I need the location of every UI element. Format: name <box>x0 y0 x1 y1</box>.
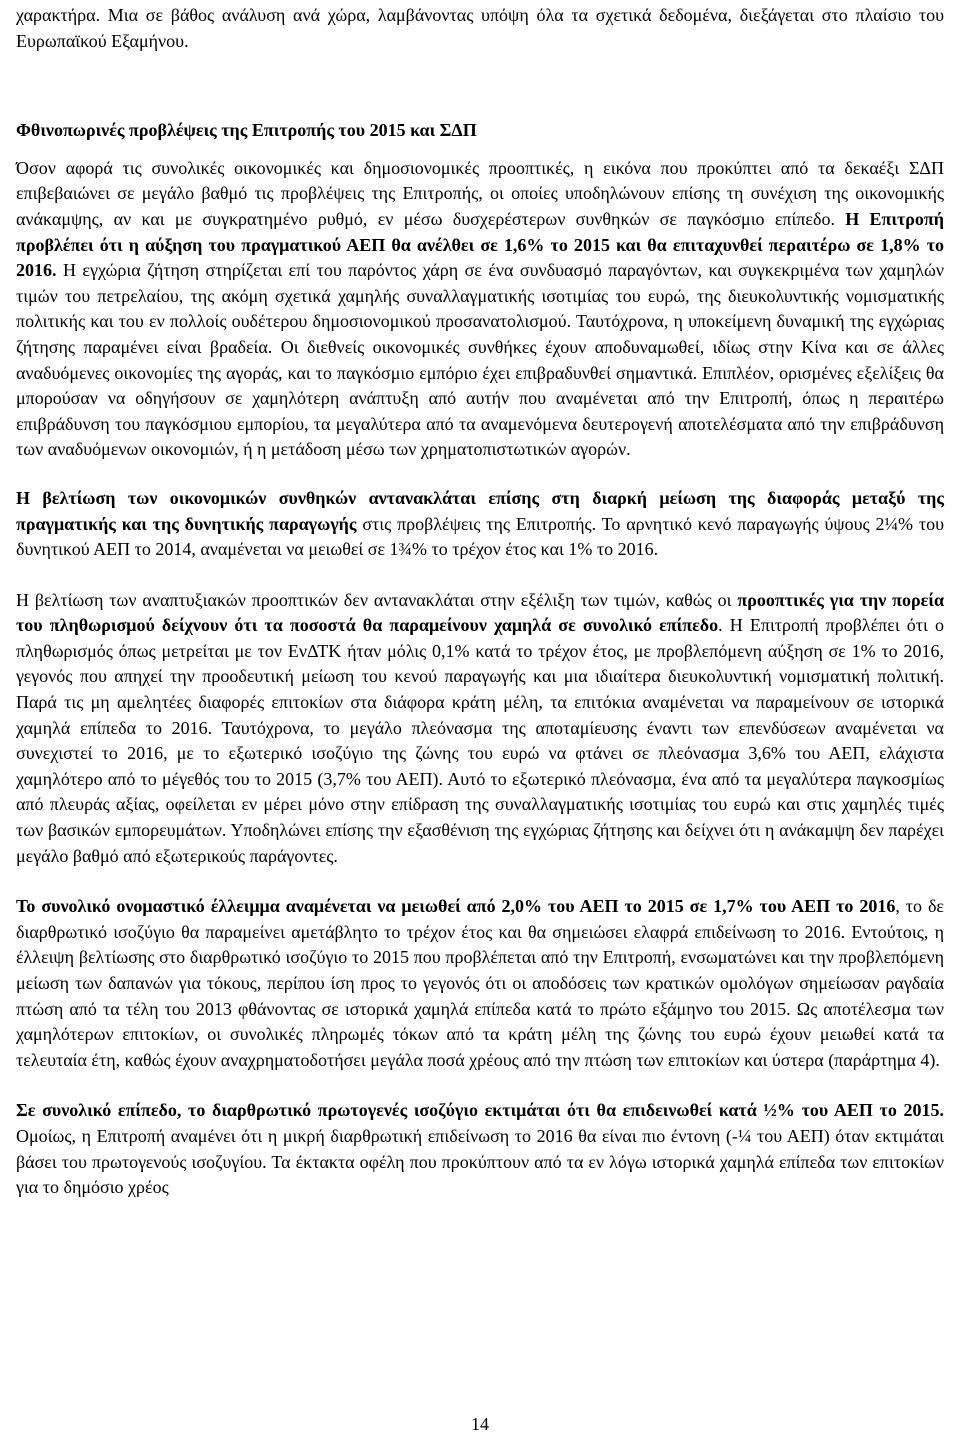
paragraph-primary-balance-text: Ομοίως, η Επιτροπή αναμένει ότι η μικρή διαρθρωτική επιδείνωση το 2016 θα είναι πιο έντονη (-¼ του ΑΕΠ) όταν εκτιμάται βάσει του πρωτογενούς ισοζυγίου. Τα έκτακτα οφέλη που προκύπτουν από τα εν λόγω ιστορικά χαμηλά επίπεδα των επιτοκίων για το δημόσιο χρέος <box>16 1125 944 1198</box>
paragraph-forecasts <box>16 156 944 463</box>
paragraph-output-gap-text: στις προβλέψεις της Επιτροπής. Το αρνητικό κενό παραγωγής ύψους 2¼% του δυνητικού ΑΕΠ το 2014, αναμένεται να μειωθεί σε 1¾% το τρέχον έτος και 1% το 2016. <box>16 513 944 560</box>
paragraph-forecasts-text-c: Η εγχώρια ζήτηση στηρίζεται επί του παρόντος χάρη σε ένα συνδυασμό παραγόντων, και συγκεκριμένα των χαμηλών τιμών του πετρελαίου, της ακόμη σχετικά χαμηλής συναλλαγματικής ισοτιμίας του ευρώ, της διευκολυντικής νομισματικής πολιτικής και του εν πολλοίς ουδέτερου δημοσιονομικού προσανατολισμού. Ταυτόχρονα, η υποκείμενη δυναμική της εγχώριας ζήτησης παραμένει είναι βραδεία. Οι διεθνείς οικονομικές συνθήκες έχουν αποδυναμωθεί, ιδίως στην Κίνα και σε άλλες αναδυόμενες οικονομίες της αγοράς, και το παγκόσμιο εμπόριο έχει επιβραδυνθεί σημαντικά. Επιπλέον, ορισμένες εξελίξεις θα μπορούσαν να οδηγήσουν σε χαμηλότερη ανάπτυξη από αυτήν που αναμένεται από την Επιτροπή, όπως η περαιτέρω επιβράδυνση του παγκόσμιου εμπορίου, τα μεγαλύτερα από τα αναμενόμενα δευτερογενή αποτελέσματα από την επιβράδυνση των αναδυόμενων οικονομιών, ή η μετάδοση μέσω των χρηματοπιστωτικών αγορών. <box>16 260 944 460</box>
paragraph-inflation-text-c: . Η Επιτροπή προβλέπει ότι ο πληθωρισμός όπως μετρείται με τον ΕνΔΤΚ ήταν μόλις 0,1% κατά το τρέχον έτος, με προβλεπόμενη αύξηση σε 1% το 2016, γεγονός που απηχεί την προοδευτική μείωση του κενού παραγωγής και μια ιδιαίτερα διευκολυντική νομισματική πολιτική. Παρά τις μη αμελητέες διαφορές επιτοκίων στα διάφορα κράτη μέλη, τα επιτόκια αναμένεται να παραμείνουν σε ιστορικά χαμηλά επίπεδα το 2016. Ταυτόχρονα, το μεγάλο πλεόνασμα της αποταμίευσης έναντι των επενδύσεων αναμένεται να συνεχιστεί το 2016, με το εξωτερικό ισοζύγιο της ζώνης του ευρώ να φτάνει σε πλεόνασμα 3,6% του ΑΕΠ, ελάχιστα χαμηλότερο από το μέγεθός του το 2015 (3,7% του ΑΕΠ). Αυτό το εξωτερικό πλεόνασμα, ένα από τα μεγαλύτερα παγκοσμίως από πλευράς αξίας, οφείλεται εν μέρει μόνο στην επίδραση της συναλλαγματικής ισοτιμίας του ευρώ και στις χαμηλές τιμές των βασικών εμπορευμάτων. Υποδηλώνει επίσης την εξασθένιση της εγχώριας ζήτησης και δείχνει ότι η ανάκαμψη δεν παρέχει μεγάλο βαθμό από εξωτερικούς παράγοντες. <box>16 615 944 866</box>
intro-paragraph: χαρακτήρα. Μια σε βάθος ανάλυση ανά χώρα, λαμβάνοντας υπόψη όλα τα σχετικά δεδομένα, διεξάγεται στο πλαίσιο του Ευρωπαϊκού Εξαμήνου. <box>16 5 944 51</box>
paragraph-inflation-bold: προοπτικές για την πορεία του πληθωρισμού δείχνουν ότι τα ποσοστά θα παραμείνουν χαμηλά σε συνολικό επίπεδο <box>16 589 944 636</box>
paragraph-primary-balance-bold: Σε συνολικό επίπεδο, το διαρθρωτικό πρωτογενές ισοζύγιο εκτιμάται ότι θα επιδεινωθεί κατά ½% του ΑΕΠ το 2015. <box>16 1100 944 1121</box>
paragraph-output-gap-bold: Η βελτίωση των οικονομικών συνθηκών αντανακλάται επίσης στη διαρκή μείωση της διαφοράς μεταξύ της πραγματικής και της δυνητικής παραγωγής <box>16 487 944 534</box>
paragraph-inflation <box>16 588 944 870</box>
paragraph-inflation-text-a: Η βελτίωση των αναπτυξιακών προοπτικών δεν αντανακλάται στην εξέλιξη των τιμών, καθώς οι <box>16 589 738 610</box>
paragraph-deficit <box>16 894 944 1073</box>
paragraph-deficit-text: , το δε διαρθρωτικό ισοζύγιο θα παραμείνει αμετάβλητο το τρέχον έτος και θα σημειώσει ελαφρά επιδείνωση το 2016. Εντούτοις, η έλλειψη βελτίωσης στο διαρθρωτικό ισοζύγιο το 2015 που προβλέπεται από την Επιτροπή, ενσωματώνει και την προβλεπόμενη μείωση των δαπανών για τόκους, περίπου ίση προς το γεγονός ότι οι αποδόσεις των κρατικών ομολόγων σημείωσαν ραγδαία πτώση από τα τέλη του 2013 φθάνοντας σε ιστορικά χαμηλά επίπεδα κατά το πρώτο εξάμηνο του 2015. Ως αποτέλεσμα των χαμηλότερων επιτοκίων, οι συνολικές πληρωμές τόκων από τα κράτη μέλη της ζώνης του ευρώ έχουν μειωθεί κατά τα τελευταία έτη, καθώς έχουν αναχρηματοδοτήσει μεγάλα ποσά χρέους από την πτώση των επιτοκίων και ύστερα (παράρτημα 4). <box>16 896 944 1070</box>
paragraph-output-gap <box>16 486 944 563</box>
paragraph-forecasts-text-a: Όσον αφορά τις συνολικές οικονομικές και δημοσιονομικές προοπτικές, η εικόνα που προκύπτει από τα δεκαέξι ΣΔΠ επιβεβαιώνει σε μεγάλο βαθμό τις προβλέψεις της Επιτροπής, οι οποίες υποδηλώνουν επίσης τη συνέχιση της οικονομικής ανάκαμψης, αν και με συγκρατημένο ρυθμό, εν μέσω δυσχερέστερων συνθηκών σε παγκόσμιο επίπεδο. <box>16 157 944 229</box>
page-number: 14 <box>471 1414 489 1434</box>
paragraph-deficit-bold: Το συνολικό ονομαστικό έλλειμμα αναμένεται να μειωθεί από 2,0% του ΑΕΠ το 2015 σε 1,7% του ΑΕΠ το 2016 <box>16 896 896 917</box>
paragraph-primary-balance <box>16 1098 944 1200</box>
section-heading: Φθινοπωρινές προβλέψεις της Επιτροπής του 2015 και ΣΔΠ <box>16 120 477 141</box>
paragraph-forecasts-bold-gdp: Η Επιτροπή προβλέπει ότι η αύξηση του πραγματικού ΑΕΠ θα ανέλθει σε 1,6% το 2015 και θα επιταχυνθεί περαιτέρω σε 1,8% το 2016. <box>16 208 945 281</box>
